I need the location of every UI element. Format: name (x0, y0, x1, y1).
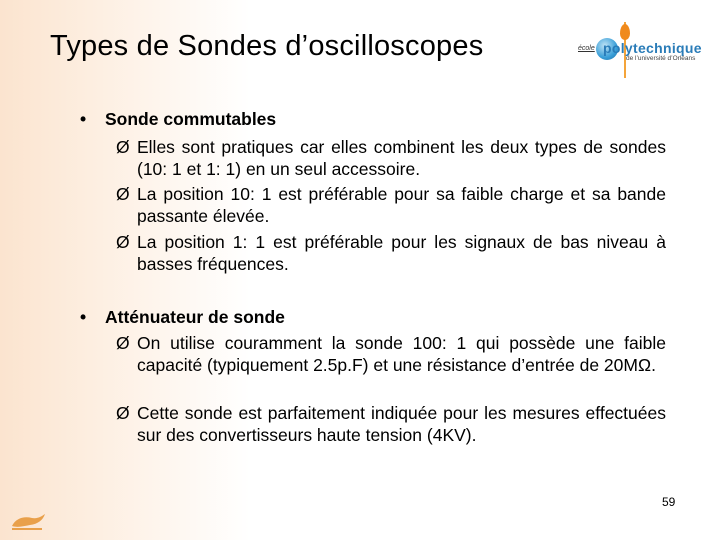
arrow-bullet-icon: Ø (116, 184, 130, 204)
list-item-text: Cette sonde est parfaitement indiquée pour les mesures effectuées sur des convertisseurs haute tension (4KV). (137, 403, 666, 445)
list-item (116, 136, 666, 180)
list-item-text: La position 1: 1 est préférable pour les signaux de bas niveau à basses fréquences. (137, 232, 666, 274)
university-footer-logo-icon (8, 510, 48, 534)
list-item (116, 231, 666, 275)
bullet-icon: • (80, 307, 87, 327)
arrow-bullet-icon: Ø (116, 137, 130, 157)
logo-prefix: école (578, 45, 595, 52)
list-item-text: La position 10: 1 est préférable pour sa faible charge et sa bande passante élevée. (137, 184, 666, 226)
list-item (116, 402, 666, 446)
list-item (116, 183, 666, 227)
section-heading-text: Atténuateur de sonde (105, 307, 285, 327)
section-heading-attenuateur (80, 307, 285, 328)
page-number: 59 (662, 495, 676, 509)
slide-title: Types de Sondes d’oscilloscopes (50, 30, 484, 62)
logo-subtitle: de l’université d’Orléans (626, 55, 696, 62)
logo-name: polytechnique (603, 40, 702, 56)
section-heading-text: Sonde commutables (105, 109, 277, 129)
list-item-text: On utilise couramment la sonde 100: 1 qui possède une faible capacité (typiquement 2.5p.F) et une résistance d’entrée de 20MΩ. (137, 333, 666, 375)
list-item-text: Elles sont pratiques car elles combinent les deux types de sondes (10: 1 et 1: 1) en un seul accessoire. (137, 137, 666, 179)
section-heading-sonde-commutables (80, 109, 276, 130)
bullet-icon: • (80, 109, 87, 129)
list-item (116, 332, 666, 376)
arrow-bullet-icon: Ø (116, 403, 130, 423)
arrow-bullet-icon: Ø (116, 333, 130, 353)
arrow-bullet-icon: Ø (116, 232, 130, 252)
